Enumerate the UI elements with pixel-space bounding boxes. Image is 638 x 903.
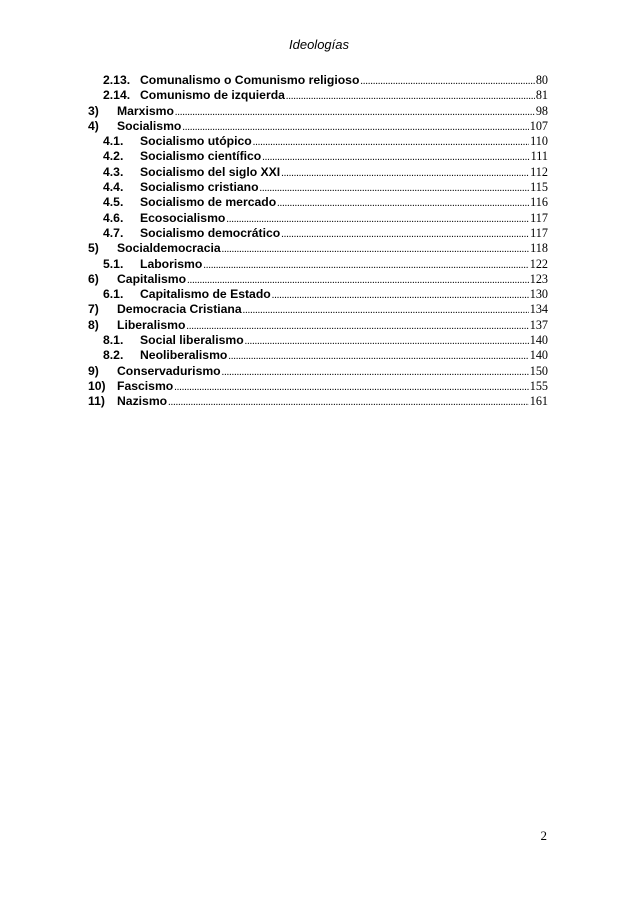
toc-entry-number: 4.3. — [103, 164, 124, 179]
toc-entry-title: Laborismo — [140, 256, 203, 271]
toc-entry-page: 161 — [529, 394, 548, 409]
dot-leader — [281, 166, 529, 181]
toc-entry-number: 4.2. — [103, 149, 124, 164]
toc-entry-page: 98 — [535, 103, 548, 118]
dot-leader — [243, 303, 529, 318]
toc-entry-number: 2.13. — [103, 73, 131, 87]
toc-entry[interactable] — [88, 88, 548, 103]
toc-entry-page: 130 — [529, 287, 548, 302]
toc-entry[interactable] — [88, 287, 548, 302]
toc-entry-number: 6) — [88, 271, 99, 286]
toc-entry[interactable] — [88, 149, 548, 164]
toc-entry-title: Comunalismo o Comunismo religioso — [140, 73, 360, 87]
page-number: 2 — [540, 828, 547, 843]
toc-entry-title: Socialismo utópico — [140, 134, 252, 149]
toc-entry-title: Fascismo — [117, 378, 174, 393]
toc-entry[interactable] — [88, 73, 548, 88]
toc-entry[interactable] — [88, 241, 548, 256]
toc-entry[interactable] — [88, 211, 548, 226]
toc-entry-number: 8) — [88, 317, 99, 332]
toc-entry[interactable] — [88, 134, 548, 149]
toc-entry-title: Liberalismo — [117, 317, 186, 332]
toc-entry-page: 80 — [535, 73, 548, 87]
toc-entry[interactable] — [88, 165, 548, 180]
dot-leader — [203, 258, 528, 273]
toc-entry-title: Socialismo científico — [140, 149, 262, 164]
dot-leader — [260, 181, 530, 196]
toc-entry-number: 4.6. — [103, 210, 124, 225]
toc-entry[interactable] — [88, 195, 548, 210]
dot-leader — [277, 196, 529, 211]
dot-leader — [222, 365, 529, 380]
toc-entry-number: 8.1. — [103, 333, 124, 348]
toc-entry-number: 4.1. — [103, 134, 124, 149]
toc-entry-page: 155 — [529, 378, 548, 393]
dot-leader — [360, 74, 534, 89]
toc-entry-number: 4) — [88, 118, 99, 133]
toc-entry-title: Nazismo — [117, 394, 168, 409]
toc-entry-title: Socialdemocracia — [117, 241, 221, 256]
toc-entry-page: 123 — [529, 271, 548, 286]
toc-entry-page: 115 — [530, 180, 548, 195]
toc-entry[interactable] — [88, 394, 548, 409]
toc-entry-page: 112 — [530, 164, 548, 179]
toc-entry-title: Democracia Cristiana — [117, 302, 242, 317]
toc-entry[interactable] — [88, 333, 548, 348]
toc-entry-number: 7) — [88, 302, 99, 317]
toc-entry-page: 134 — [529, 302, 548, 317]
toc-entry-page: 110 — [530, 134, 548, 149]
toc-entry[interactable] — [88, 364, 548, 379]
dot-leader — [226, 212, 529, 227]
dot-leader — [186, 319, 528, 334]
toc-entry-number: 5) — [88, 241, 99, 256]
toc-entry-page: 117 — [530, 210, 548, 225]
toc-entry-title: Socialismo — [117, 118, 182, 133]
toc-entry[interactable] — [88, 302, 548, 317]
toc-entry-title: Conservadurismo — [117, 363, 221, 378]
toc-entry-page: 140 — [529, 348, 548, 363]
toc-entry-number: 9) — [88, 363, 99, 378]
dot-leader — [175, 105, 535, 120]
dot-leader — [286, 89, 535, 104]
toc-entry[interactable] — [88, 318, 548, 333]
toc-entry-title: Socialismo del siglo XXI — [140, 164, 281, 179]
toc-entry[interactable] — [88, 348, 548, 363]
toc-entry-page: 116 — [530, 195, 548, 210]
toc-entry-number: 4.5. — [103, 195, 124, 210]
toc-entry-number: 5.1. — [103, 256, 124, 271]
toc-entry-number: 4.7. — [103, 225, 124, 240]
toc-entry-number: 2.14. — [103, 88, 131, 103]
toc-entry-page: 117 — [530, 225, 548, 240]
toc-entry-title: Capitalismo de Estado — [140, 287, 271, 302]
toc-entry-title: Socialismo democrático — [140, 225, 281, 240]
dot-leader — [272, 288, 529, 303]
toc-entry-number: 8.2. — [103, 348, 124, 363]
toc-entry[interactable] — [88, 257, 548, 272]
toc-entry-page: 122 — [529, 256, 548, 271]
toc-entry-page: 137 — [529, 317, 548, 332]
dot-leader — [245, 334, 529, 349]
toc-entry-number: 4.4. — [103, 180, 124, 195]
dot-leader — [222, 242, 530, 257]
toc-entry[interactable] — [88, 272, 548, 287]
toc-entry-title: Socialismo cristiano — [140, 180, 259, 195]
toc-entry-page: 81 — [535, 88, 548, 103]
toc-entry-page: 118 — [530, 241, 548, 256]
table-of-contents — [88, 73, 548, 410]
toc-entry-page: 140 — [529, 333, 548, 348]
toc-entry-title: Comunismo de izquierda — [140, 88, 285, 103]
dot-leader — [174, 380, 528, 395]
dot-leader — [228, 349, 528, 364]
dot-leader — [182, 120, 528, 135]
toc-entry[interactable] — [88, 226, 548, 241]
toc-entry[interactable] — [88, 379, 548, 394]
toc-entry-page: 150 — [529, 363, 548, 378]
toc-entry[interactable] — [88, 119, 548, 134]
dot-leader — [168, 395, 529, 410]
dot-leader — [187, 273, 529, 288]
toc-entry-number: 11) — [88, 394, 105, 409]
toc-entry-number: 3) — [88, 103, 99, 118]
toc-entry-number: 10) — [88, 378, 106, 393]
toc-entry-title: Neoliberalismo — [140, 348, 228, 363]
toc-entry-title: Capitalismo — [117, 271, 187, 286]
toc-entry-title: Social liberalismo — [140, 333, 244, 348]
dot-leader — [262, 150, 529, 165]
toc-entry[interactable] — [88, 104, 548, 119]
toc-entry-number: 6.1. — [103, 287, 124, 302]
dot-leader — [281, 227, 529, 242]
dot-leader — [253, 135, 529, 150]
toc-entry-title: Socialismo de mercado — [140, 195, 277, 210]
toc-entry-page: 107 — [529, 118, 548, 133]
toc-entry-title: Ecosocialismo — [140, 210, 226, 225]
running-header: Ideologías — [289, 37, 349, 52]
toc-entry-page: 111 — [530, 149, 548, 164]
toc-entry[interactable] — [88, 180, 548, 195]
toc-entry-title: Marxismo — [117, 103, 174, 118]
